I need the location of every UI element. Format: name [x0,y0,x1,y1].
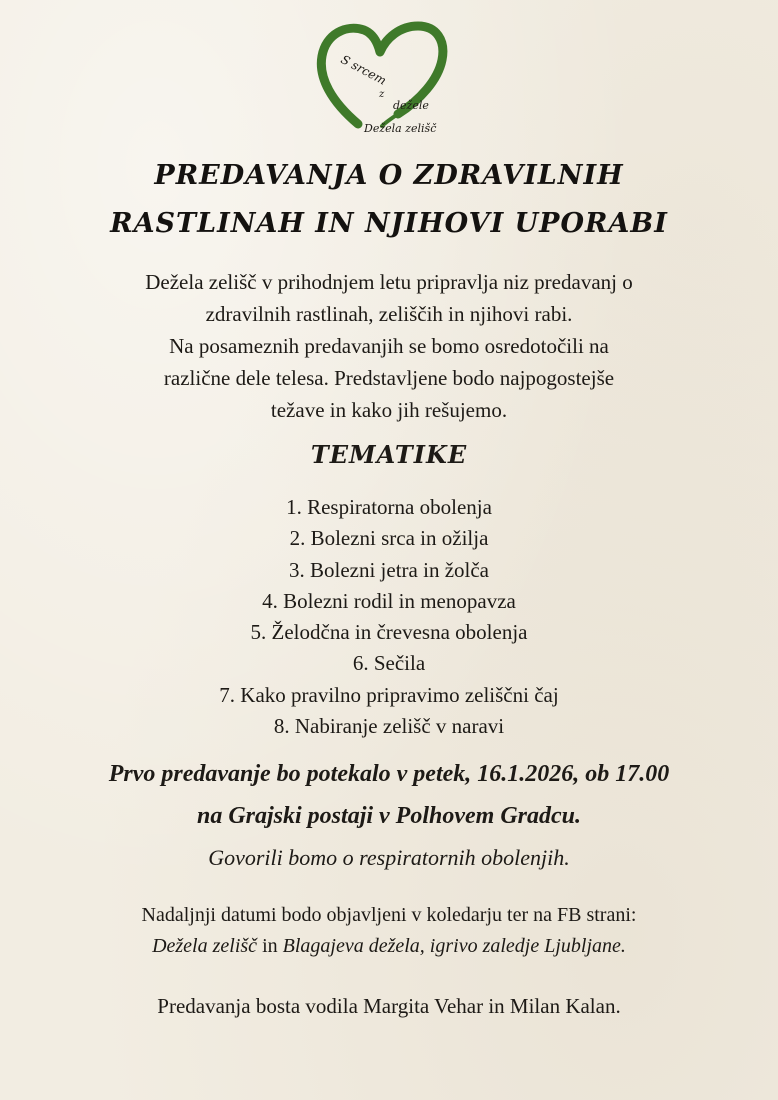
source-dezela-zelisc: Dežela zelišč [152,935,258,957]
first-lecture-location: na Grajski postaji v Polhovem Gradcu. [196,803,581,829]
topic-item: 4. Bolezni rodil in menopavza [262,588,516,613]
intro-line: težave in kako jih rešujemo. [270,398,508,422]
intro-line: zdravilnih rastlinah, zeliščih in njihovi rabi. [205,302,573,326]
intro-line: Na posameznih predavanjih se bomo osredotočili na [169,334,609,358]
topic-item: 3. Bolezni jetra in žolča [288,557,489,582]
topic-item: 5. Želodčna in črevesna obolenja [250,620,528,645]
topic-item: 8. Nabiranje zelišč v naravi [273,714,505,739]
intro-line: različne dele telesa. Predstavljene bodo najpogostejše [163,366,615,390]
page-title-line-2: RASTLINAH IN NJIHOVI UPORABI [110,208,668,239]
first-lecture-date: Prvo predavanje bo potekalo v petek, 16.1.2026, ob 17.00 [108,761,670,787]
topic-item: 2. Bolezni srca in ožilja [289,526,489,551]
heart-icon [312,18,452,140]
logo-text-dezele: dežele [393,99,429,112]
further-info-line: Nadaljnji datumi bodo objavljeni v koledarju ter na FB strani: [141,904,637,926]
further-info [40,900,738,962]
logo-text-s-srcem: S srcem [338,52,389,88]
logo-text-dezela-zelisc: Dežela zelišč [364,122,437,135]
further-info-sources [40,931,738,962]
topic-item: 1. Respiratorna obolenja [286,495,492,519]
source-connector: in [257,935,283,957]
logo [312,18,452,140]
topic-item: 6. Sečila [352,651,426,676]
intro-line: Dežela zelišč v prihodnjem letu pripravlja niz predavanj o [145,270,633,294]
lecturers: Predavanja bosta vodila Margita Vehar in Milan Kalan. [157,994,621,1018]
intro-paragraph [60,266,718,426]
first-lecture-topic: Govorili bomo o respiratornih obolenjih. [208,845,570,870]
topic-item: 7. Kako pravilno pripravimo zeliščni čaj [219,682,559,707]
logo-text-z: z [379,89,385,100]
topics-list [0,492,778,742]
page-title-line-1: PREDAVANJA O ZDRAVILNIH [154,160,624,191]
topics-heading: TEMATIKE [310,440,468,469]
source-blagajeva-dezela: Blagajeva dežela, igrivo zaledje Ljubljane. [282,935,626,957]
